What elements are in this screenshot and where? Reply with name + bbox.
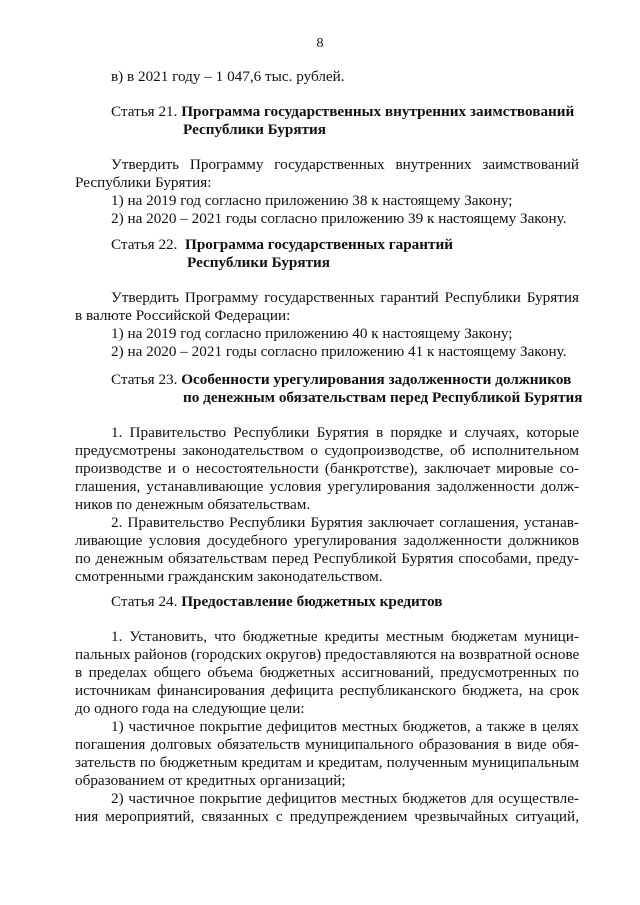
article-23-prefix: Статья 23. [111,371,178,388]
text-line: источникам финансирования дефицита республиканского бюджета, на срок [75,682,579,699]
text-line: ния мероприятий, связанных с предупреждением чрезвычайных ситуаций, [75,808,579,825]
text-line: погашения долговых обязательств муниципального образования в виде обя- [75,736,579,753]
page-number: 8 [316,36,324,51]
article-24-prefix: Статья 24. [111,593,178,610]
article-21-heading [111,103,579,121]
article-22-heading [111,236,579,254]
article-22-title-cont: Республики Бурятия [187,254,331,271]
text-line: пальных районов (городских округов) предоставляются на возвратной основе [75,646,580,663]
article-22-title: Программа государственных гарантий [185,236,453,253]
text-line: Утвердить Программу государственных внутренних заимствований [111,156,579,173]
list-item: 1) на 2019 год согласно приложению 40 к настоящему Закону; [111,325,513,342]
text-line: 1) частичное покрытие дефицитов местных бюджетов, а также в целях [111,718,579,735]
text-line: ливающие условия досудебного урегулирования задолженности должников [75,532,579,549]
article-21-title-cont: Республики Бурятия [183,121,327,138]
text-line: зательств по бюджетным кредитам и кредитам, полученным муниципальным [75,754,579,771]
article-21-prefix: Статья 21. [111,103,178,120]
text-line: глашения, устанавливающие условия урегулирования задолженности долж- [75,478,579,495]
text-line: 1. Правительство Республики Бурятия в порядке и случаях, которые [111,424,579,441]
article-21-title: Программа государственных внутренних заимствований [181,103,575,120]
text-line: в пределах общего объема бюджетных ассигнований, предусмотренных по [75,664,579,681]
text-line: в) в 2021 году – 1 047,6 тыс. рублей. [111,68,345,85]
text-line: 1. Установить, что бюджетные кредиты местным бюджетам муници- [111,628,579,645]
text-line: производстве и о несостоятельности (банкротстве), заключает мировые со- [75,460,579,477]
article-22-prefix: Статья 22. [111,236,178,253]
list-item: 1) на 2019 год согласно приложению 38 к настоящему Закону; [111,192,513,209]
text-line: 2. Правительство Республики Бурятия заключает соглашения, устанав- [111,514,579,531]
text-line: смотренными гражданским законодательством. [75,568,383,585]
text-line: 2) частичное покрытие дефицитов местных бюджетов для осуществле- [111,790,579,807]
text-line: Утвердить Программу государственных гарантий Республики Бурятия [111,289,579,306]
list-item: 2) на 2020 – 2021 годы согласно приложению 41 к настоящему Закону. [111,343,567,360]
text-line: в валюте Российской Федерации: [75,307,291,324]
article-23-heading [111,371,579,389]
text-line: образованием от кредитных организаций; [75,772,346,789]
text-line: предусмотрены законодательством о судопроизводстве, об исполнительном [75,442,579,459]
article-23-title: Особенности урегулирования задолженности должников [181,371,572,388]
text-line: по денежным обязательствам перед Республикой Бурятия способами, преду- [75,550,579,567]
text-line: ников по денежным обязательствам. [75,496,311,513]
article-24-heading [111,593,579,611]
article-24-title: Предоставление бюджетных кредитов [181,593,443,610]
text-line: до одного года на следующие цели: [75,700,305,717]
text-line: Республики Бурятия: [75,174,212,191]
list-item: 2) на 2020 – 2021 годы согласно приложению 39 к настоящему Закону. [111,210,567,227]
article-23-title-cont: по денежным обязательствам перед Республикой Бурятия [183,389,583,406]
